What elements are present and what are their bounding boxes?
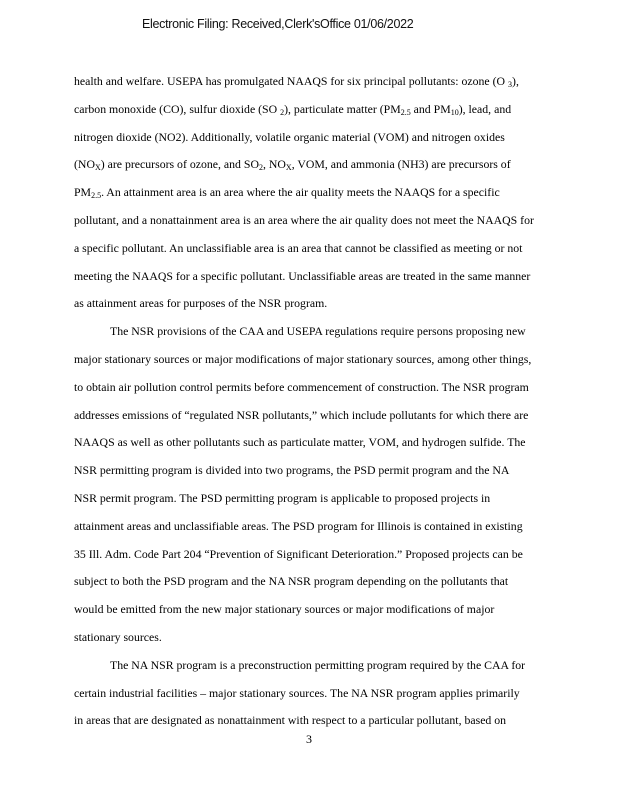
paragraph-first-line: [74, 318, 550, 346]
text-run: to obtain air pollution control permits before commencement of construction. The NSR program: [74, 379, 529, 394]
text-run: PM: [74, 185, 92, 200]
text-run: ) are precursors of ozone, and SO: [100, 157, 259, 172]
text-run: ),: [512, 74, 519, 88]
text-run: (NO: [74, 157, 95, 172]
text-run: The NA NSR program is a preconstruction permitting program required by the CAA for: [110, 657, 526, 672]
page-number: 3: [306, 732, 312, 746]
text-run: health and welfare. USEPA has promulgated NAAQS for six principal pollutants: ozone (O: [74, 74, 509, 88]
text-run: NSR permit program. The PSD permitting program is applicable to proposed projects in: [74, 490, 491, 505]
text-line: [74, 96, 550, 124]
text-run: meeting the NAAQS for a specific pollutant. Unclassifiable areas are treated in the same manner: [74, 268, 531, 283]
text-run: . An attainment area is an area where the air quality meets the NAAQS for a specific: [101, 185, 500, 200]
text-run: carbon monoxide (CO), sulfur dioxide (SO: [74, 101, 281, 116]
text-line: [74, 457, 550, 485]
subscript: 2: [258, 163, 263, 173]
filing-stamp-header: Electronic Filing: Received,Clerk'sOffice 01/06/2022: [142, 17, 414, 31]
text-run: pollutant, and a nonattainment area is an area where the air quality does not meet the NAAQS for: [74, 212, 534, 227]
text-run: and PM: [410, 101, 451, 116]
text-run: certain industrial facilities – major stationary sources. The NA NSR program applies primarily: [74, 685, 520, 700]
text-run: The NSR provisions of the CAA and USEPA regulations require persons proposing new: [110, 324, 526, 339]
text-line: [74, 624, 550, 652]
text-run: in areas that are designated as nonattainment with respect to a particular pollutant, based on: [74, 713, 507, 728]
text-line: [74, 124, 550, 152]
text-run: attainment areas and unclassifiable areas. The PSD program for Illinois is contained in existing: [74, 518, 523, 533]
text-line: [74, 179, 550, 207]
text-line: [74, 402, 550, 430]
text-run: NSR permitting program is divided into two programs, the PSD permit program and the NA: [74, 463, 510, 478]
text-line: [74, 235, 550, 263]
text-run: 35 Ill. Adm. Code Part 204 “Prevention of Significant Deterioration.” Proposed projects can be: [74, 546, 523, 561]
subscript: X: [285, 163, 292, 173]
text-run: subject to both the PSD program and the NA NSR program depending on the pollutants that: [74, 574, 509, 589]
text-line: [74, 485, 550, 513]
document-body: [74, 68, 550, 735]
text-run: NAAQS as well as other pollutants such as particulate matter, VOM, and hydrogen sulfide. The: [74, 435, 526, 450]
subscript: 2: [280, 107, 285, 117]
text-line: [74, 151, 550, 179]
text-line: [74, 290, 550, 318]
text-line: [74, 374, 550, 402]
text-run: nitrogen dioxide (NO2). Additionally, volatile organic material (VOM) and nitrogen oxides: [74, 129, 505, 144]
text-line: [74, 680, 550, 708]
text-line: [74, 429, 550, 457]
text-line: [74, 513, 550, 541]
text-run: addresses emissions of “regulated NSR pollutants,” which include pollutants for which there are: [74, 407, 529, 422]
text-run: a specific pollutant. An unclassifiable area is an area that cannot be classified as meeting or not: [74, 240, 523, 255]
subscript: X: [94, 163, 101, 173]
text-line: [74, 263, 550, 291]
text-line: [74, 207, 550, 235]
text-line: [74, 68, 550, 96]
text-run: major stationary sources or major modifications of major stationary sources, among other things,: [74, 351, 532, 366]
subscript: 2.5: [91, 191, 102, 201]
text-run: stationary sources.: [74, 629, 162, 644]
text-run: ), particulate matter (PM: [284, 101, 401, 116]
text-run: ), lead, and: [458, 101, 512, 116]
subscript: 3: [508, 80, 513, 89]
subscript: 10: [450, 107, 459, 117]
text-line: [74, 541, 550, 569]
text-line: [74, 568, 550, 596]
text-run: as attainment areas for purposes of the NSR program.: [74, 296, 328, 311]
text-line: [74, 596, 550, 624]
text-line: [74, 346, 550, 374]
subscript: 2.5: [400, 107, 411, 117]
text-line: [74, 707, 550, 735]
paragraph-first-line: [74, 652, 550, 680]
text-run: , VOM, and ammonia (NH3) are precursors of: [291, 157, 511, 172]
text-run: , NO: [262, 157, 286, 172]
text-run: would be emitted from the new major stationary sources or major modifications of major: [74, 602, 495, 617]
